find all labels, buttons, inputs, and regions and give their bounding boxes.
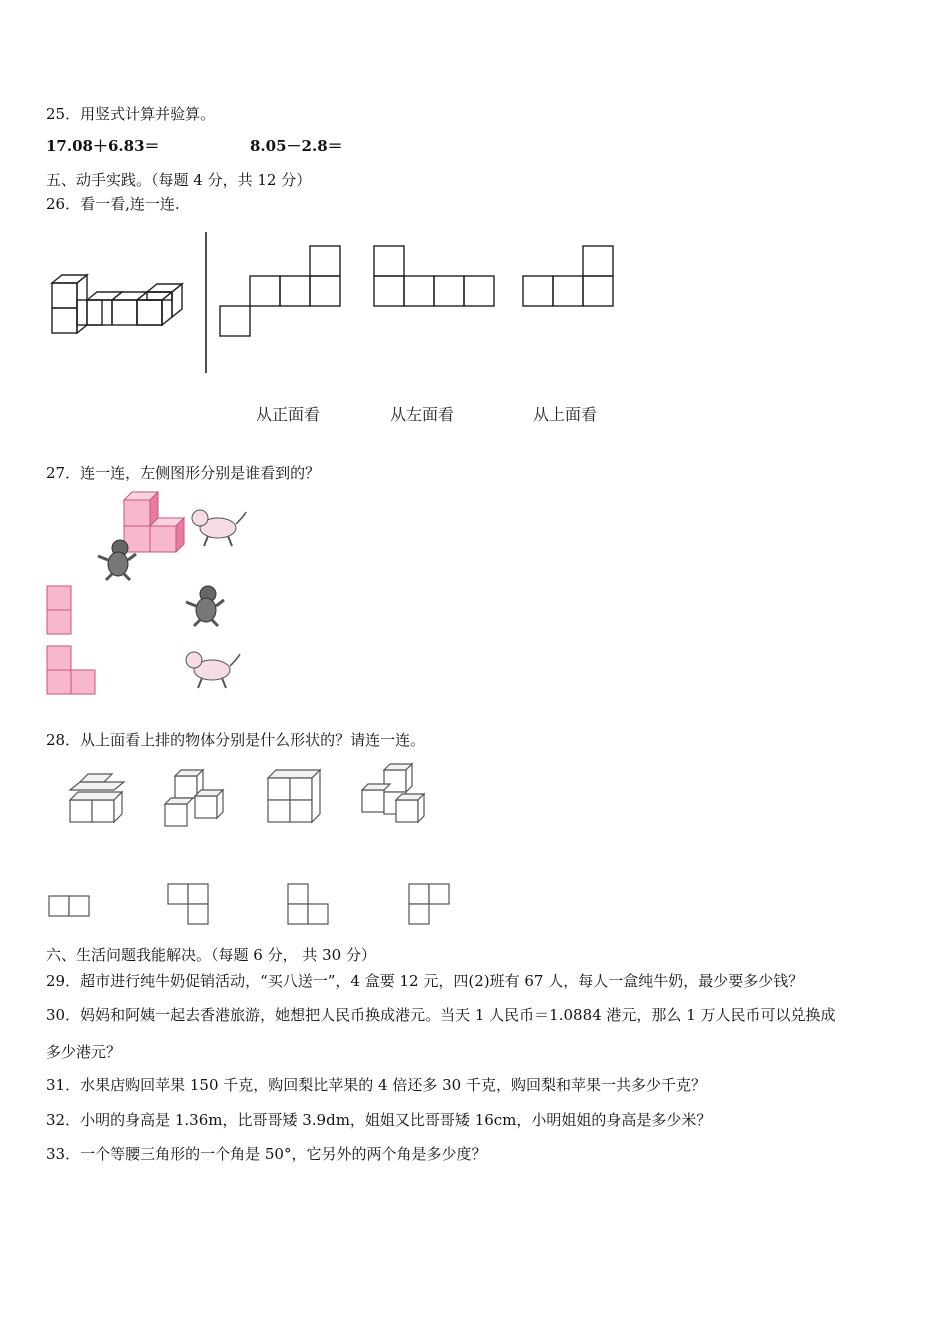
q28-object-3	[268, 770, 320, 822]
section6-title: 六、生活问题我能解决。（每题 6 分， 共 30 分）	[46, 946, 376, 964]
q26-figure	[40, 228, 640, 378]
q32-text: 32．小明的身高是 1.36m，比哥哥矮 3.9dm，姐姐又比哥哥矮 16cm，小明姐姐的身高是多少米？	[46, 1111, 712, 1129]
q25-title: 25．用竖式计算并验算。	[46, 105, 216, 123]
q26-view-shape-1	[220, 246, 340, 336]
q28-view-3	[288, 884, 328, 924]
q26-label-front: 从正面看	[256, 405, 321, 424]
q30-line-1: 30．妈妈和阿姨一起去香港旅游，她想把人民币换成港元。当天 1 人民币＝1.0884 港元，那么 1 万人民币可以兑换成	[46, 1006, 836, 1024]
q28-title: 28．从上面看上排的物体分别是什么形状的？请连一连。	[46, 731, 426, 749]
dog-icon	[192, 510, 246, 546]
monkey-icon	[186, 586, 224, 626]
q25-expression-2: 8.05－2.8＝	[250, 137, 343, 155]
q28-view-1	[49, 896, 89, 916]
q26-view-shape-2	[374, 246, 494, 306]
q27-pink-cubes	[124, 492, 184, 552]
q31-text: 31．水果店购回苹果 150 千克，购回梨比苹果的 4 倍还多 30 千克，购回梨和苹果一共多少千克？	[46, 1076, 706, 1094]
q28-view-2	[168, 884, 208, 924]
q26-title: 26．看一看,连一连.	[46, 195, 180, 213]
q27-figure	[40, 488, 270, 703]
q29-text: 29．超市进行纯牛奶促销活动，“买八送一”，4 盒要 12 元，四(2)班有 67 人，每人一盒纯牛奶，最少要多少钱？	[46, 972, 804, 990]
q25-expression-1: 17.08＋6.83＝	[46, 137, 160, 155]
q33-text: 33．一个等腰三角形的一个角是 50°，它另外的两个角是多少度？	[46, 1145, 487, 1163]
q28-figure	[40, 760, 460, 935]
q26-cube-stack	[52, 275, 182, 333]
q28-object-4	[362, 764, 424, 822]
q27-shape-l	[47, 646, 95, 694]
dog-icon	[186, 652, 240, 688]
q30-line-2: 多少港元？	[46, 1043, 122, 1061]
section5-title: 五、动手实践。（每题 4 分，共 12 分）	[46, 171, 312, 189]
q27-shape-column	[47, 586, 71, 634]
q26-label-left: 从左面看	[390, 405, 455, 424]
q28-view-4	[409, 884, 449, 924]
q26-view-shape-3	[523, 246, 613, 306]
q28-object-2	[165, 770, 223, 826]
q26-label-top: 从上面看	[533, 405, 598, 424]
q28-object-1	[70, 774, 124, 822]
q27-title: 27．连一连，左侧图形分别是谁看到的？	[46, 464, 321, 482]
